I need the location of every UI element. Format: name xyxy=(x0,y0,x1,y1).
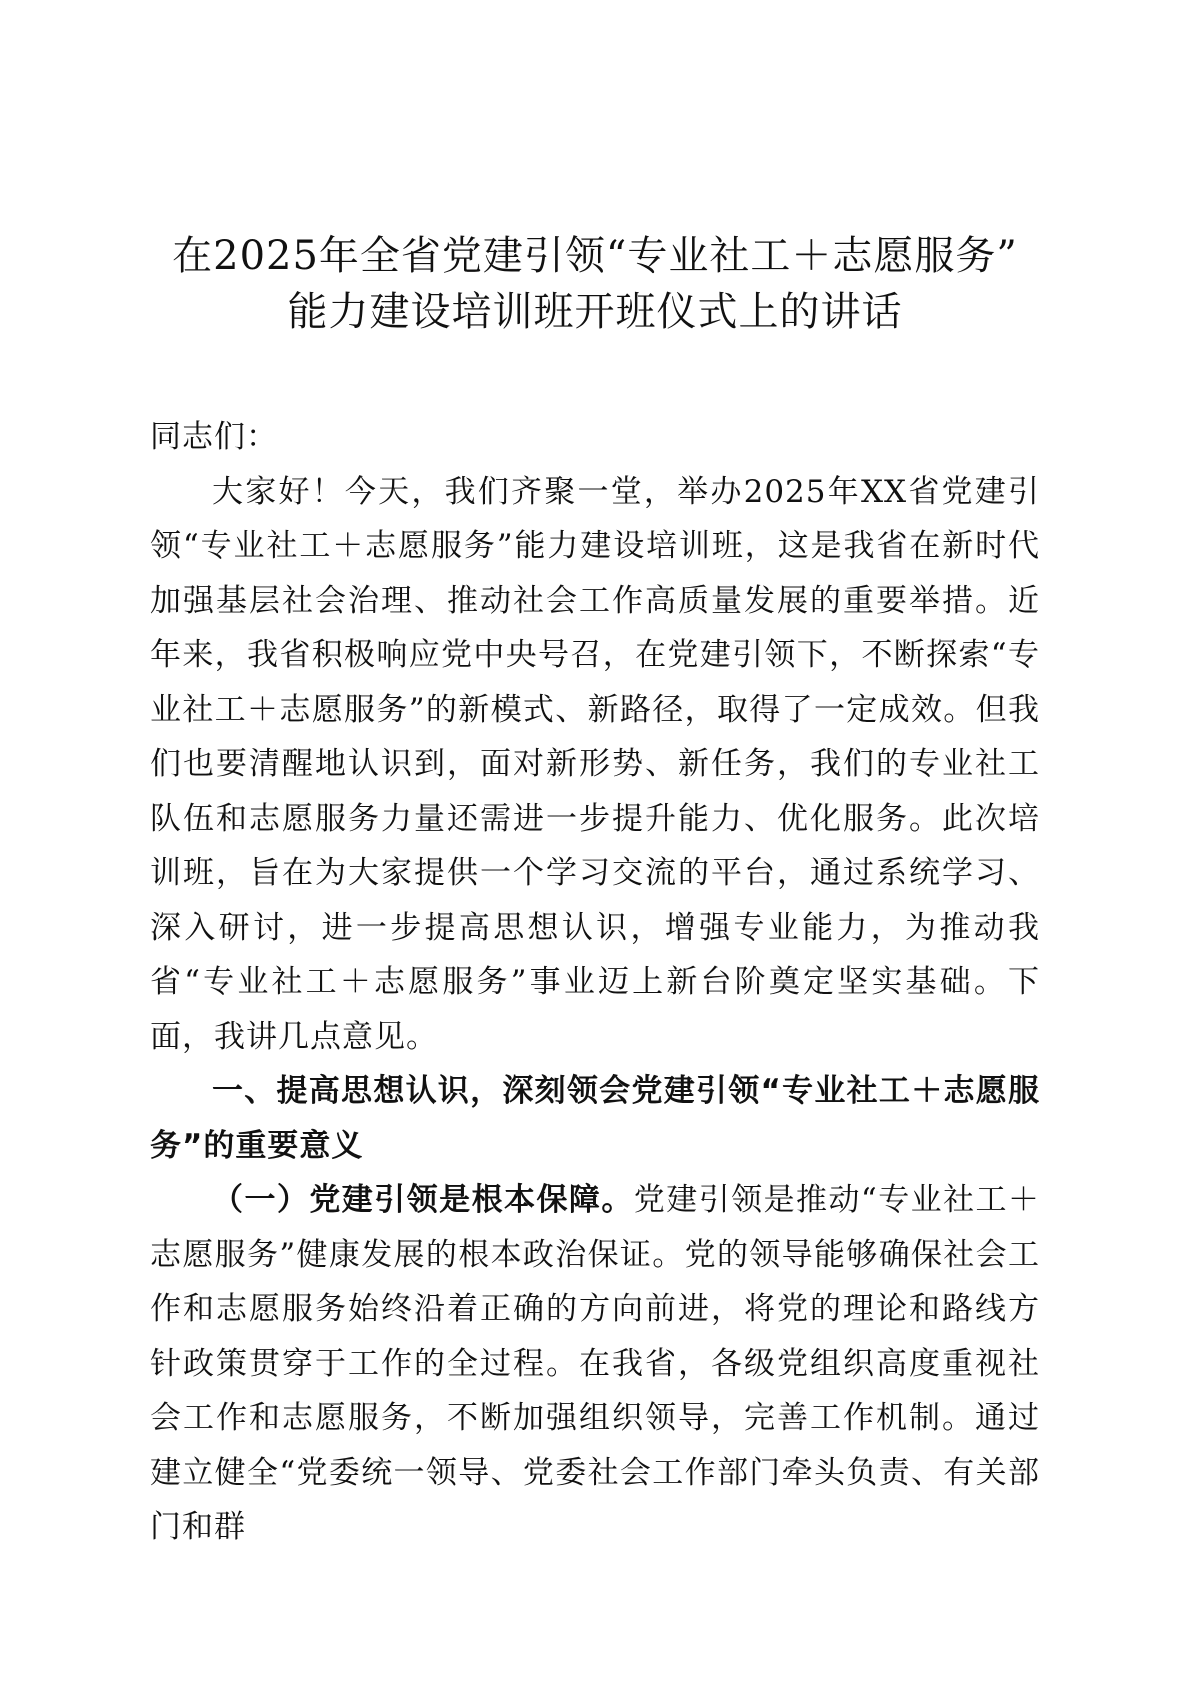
section-heading-1: 一、提高思想认识，深刻领会党建引领“专业社工＋志愿服务”的重要意义 xyxy=(150,1073,1040,1164)
document-title xyxy=(130,228,1060,340)
subsection-paragraph-1 xyxy=(150,1173,1040,1555)
title-line-2: 能力建设培训班开班仪式上的讲话 xyxy=(287,289,903,335)
document-body xyxy=(150,410,1040,1555)
salutation: 同志们： xyxy=(150,419,278,455)
title-line-1: 在2025年全省党建引领“专业社工＋志愿服务” xyxy=(172,233,1018,279)
subsection-text-1: 党建引领是推动“专业社工＋志愿服务”健康发展的根本政治保证。党的领导能够确保社会工作和志愿服务始终沿着正确的方向前进，将党的理论和路线方针政策贯穿于工作的全过程。在我省，各级党组织高度重视社会工作和志愿服务，不断加强组织领导，完善工作机制。通过建立健全“党委统一领导、党委社会工作部门牵头负责、有关部门和群 xyxy=(150,1182,1040,1545)
intro-paragraph: 大家好！今天，我们齐聚一堂，举办2025年XX省党建引领“专业社工＋志愿服务”能力建设培训班，这是我省在新时代加强基层社会治理、推动社会工作高质量发展的重要举措。近年来，我省积极响应党中央号召，在党建引领下，不断探索“专业社工＋志愿服务”的新模式、新路径，取得了一定成效。但我们也要清醒地认识到，面对新形势、新任务，我们的专业社工队伍和志愿服务力量还需进一步提升能力、优化服务。此次培训班，旨在为大家提供一个学习交流的平台，通过系统学习、深入研讨，进一步提高思想认识，增强专业能力，为推动我省“专业社工＋志愿服务”事业迈上新台阶奠定坚实基础。下面，我讲几点意见。 xyxy=(150,473,1040,1055)
subsection-heading-1: （一）党建引领是根本保障。 xyxy=(212,1182,634,1218)
